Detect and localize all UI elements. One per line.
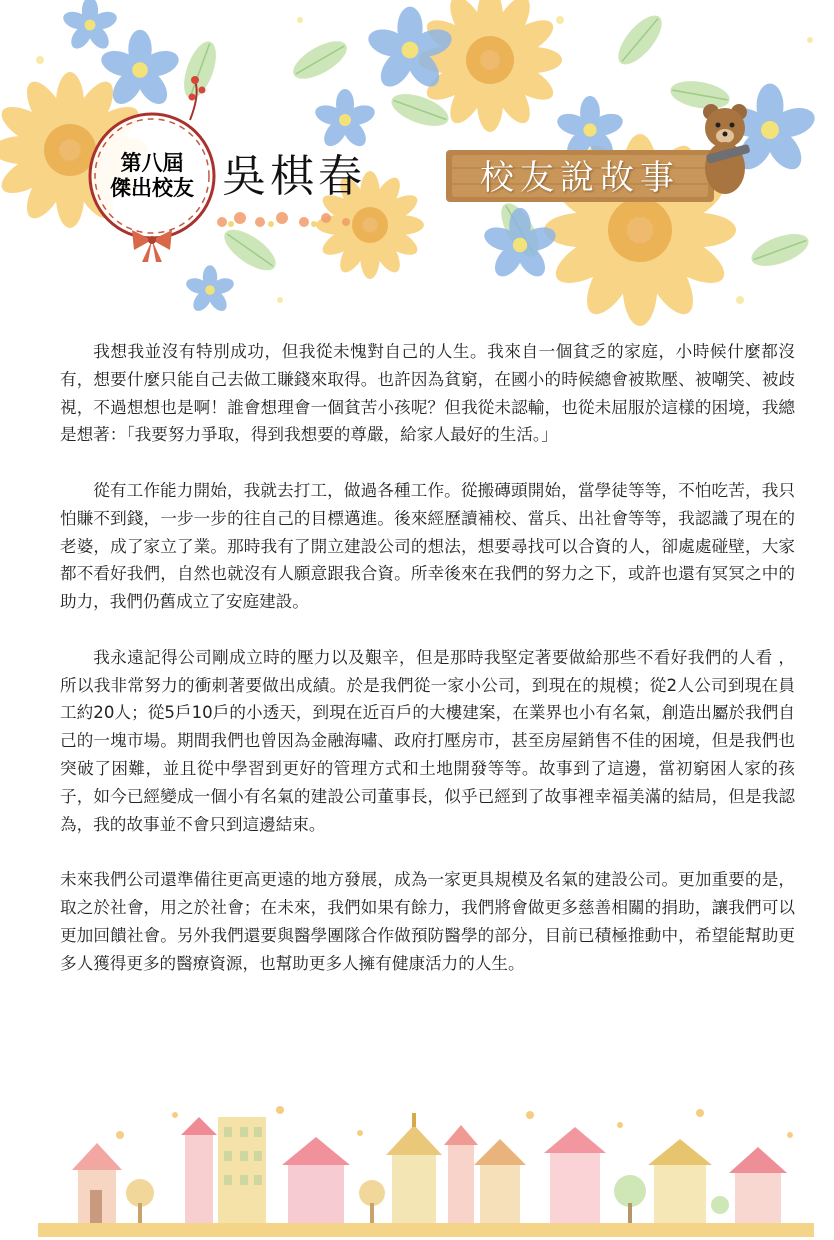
- article-body: [60, 338, 795, 1005]
- paragraph-4: 未來我們公司還準備往更高更遠的地方發展，成為一家更具規模及名氣的建設公司。更加重要的是，取之於社會，用之於社會；在未來，我們如果有餘力，我們將會做更多慈善相關的捐助，讓我們可以更加回饋社會。另外我們還要與醫學團隊合作做預防醫學的部分，目前已積極推動中，希望能幫助更多人獲得更多的醫療資源，也幫助更多人擁有健康活力的人生。: [60, 870, 795, 973]
- town-footer-illustration: [0, 1095, 834, 1240]
- paragraph-3: 我永遠記得公司剛成立時的壓力以及艱辛，但是那時我堅定著要做給那些不看好我們的人看 ，所以我非常努力的衝刺著要做出成績。於是我們從一家小公司，到現在的規模；從2人公司到現在員工約20人；從5戶10戶的小透天，到現在近百戶的大樓建案，在業界也小有名氣，創造出屬於我們自己的一塊市場。期間我們也曾因為金融海嘯、政府打壓房市，甚至房屋銷售不佳的困境，但是我們也突破了困難，並且從中學習到更好的管理方式和土地開發等等。故事到了這邊，當初窮困人家的孩子，如今已經變成一個小有名氣的建設公司董事長，似乎已經到了故事裡幸福美滿的結局，但是我認為，我的故事並不會只到這邊結束。: [60, 647, 795, 834]
- section-title: 校友說故事: [480, 157, 680, 198]
- paragraph-1: 我想我並沒有特別成功，但我從未愧對自己的人生。我來自一個貧乏的家庭，小時候什麼都沒有，想要什麼只能自己去做工賺錢來取得。也許因為貧窮，在國小的時候總會被欺壓、被嘲笑、被歧視，不過想想也是啊！誰會想理會一個貧苦小孩呢？但我從未認輸，也從未屈服於這樣的困境，我總是想著：「我要努力爭取，得到我想要的尊嚴，給家人最好的生活。」: [60, 342, 795, 445]
- badge-edition: 第八屆: [120, 150, 184, 175]
- alumni-badge: [88, 112, 216, 240]
- alumni-name: 吳棋春: [222, 151, 366, 202]
- paragraph-2: 從有工作能力開始，我就去打工，做過各種工作。從搬磚頭開始，當學徒等等，不怕吃苦，我只怕賺不到錢，一步一步的往自己的目標邁進。後來經歷讀補校、當兵、出社會等等，我認識了現在的老婆，成了家立了業。那時我有了開立建設公司的想法，想要尋找可以合資的人，卻處處碰壁，大家都不看好我們，自然也就沒有人願意跟我合資。所幸後來在我們的努力之下，或許也還有冥冥之中的助力，我們仍舊成立了安庭建設。: [60, 480, 795, 612]
- badge-title: 傑出校友: [110, 176, 194, 200]
